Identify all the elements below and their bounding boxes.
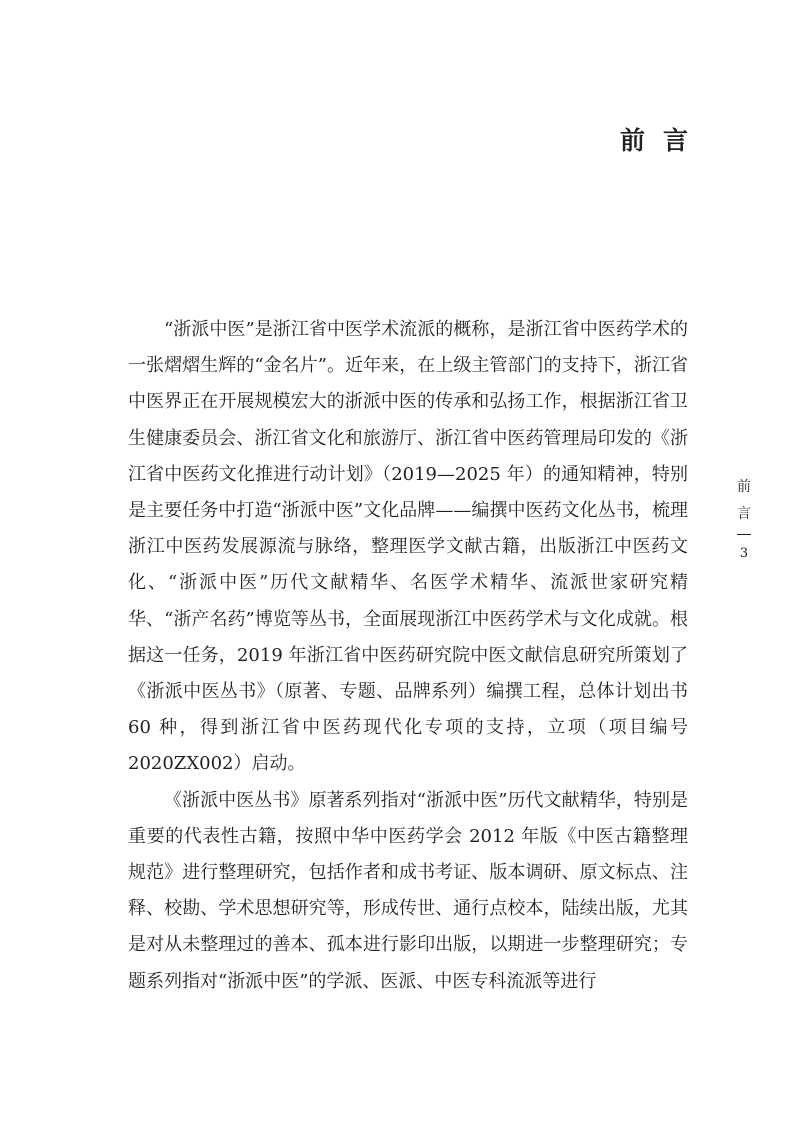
- running-head-char: 前: [737, 479, 751, 495]
- running-head-divider: [737, 534, 751, 535]
- paragraph: 《浙派中医丛书》原著系列指对“浙派中医”历代文献精华，特别是重要的代表性古籍，按照中华中医药学会 2012 年版《中医古籍整理规范》进行整理研究，包括作者和成书考证、版本调研、原文标点、注释、校勘、学术思想研究等，形成传世、通行点校本，陆续出版，尤其是对从未整理过的善本、孤本进行影印出版，以期进一步整理研究；专题系列指对“浙派中医”的学派、医派、中医专科流派等进行: [128, 789, 688, 992]
- page-number: 3: [739, 546, 749, 561]
- running-head: [730, 480, 758, 560]
- body-text: [128, 312, 688, 1000]
- page-title: 前言: [619, 126, 706, 155]
- paragraph: “浙派中医”是浙江省中医学术流派的概称，是浙江省中医药学术的一张熠熠生辉的“金名片”。近年来，在上级主管部门的支持下，浙江省中医界正在开展规模宏大的浙派中医的传承和弘扬工作，根据浙江省卫生健康委员会、浙江省文化和旅游厅、浙江省中医药管理局印发的《浙江省中医药文化推进行动计划》（2019—2025 年）的通知精神，特别是主要任务中打造“浙派中医”文化品牌——编撰中医药文化丛书，梳理浙江中医药发展源流与脉络，整理医学文献古籍，出版浙江中医药文化、“浙派中医”历代文献精华、名医学术精华、流派世家研究精华、“浙产名药”博览等丛书，全面展现浙江中医药学术与文化成就。根据这一任务，2019 年浙江省中医药研究院中医文献信息研究所策划了《浙派中医丛书》（原著、专题、品牌系列）编撰工程，总体计划出书 60 种，得到浙江省中医药现代化专项的支持，立项（项目编号 2020ZX002）启动。: [128, 319, 688, 775]
- running-head-char: 言: [737, 506, 751, 522]
